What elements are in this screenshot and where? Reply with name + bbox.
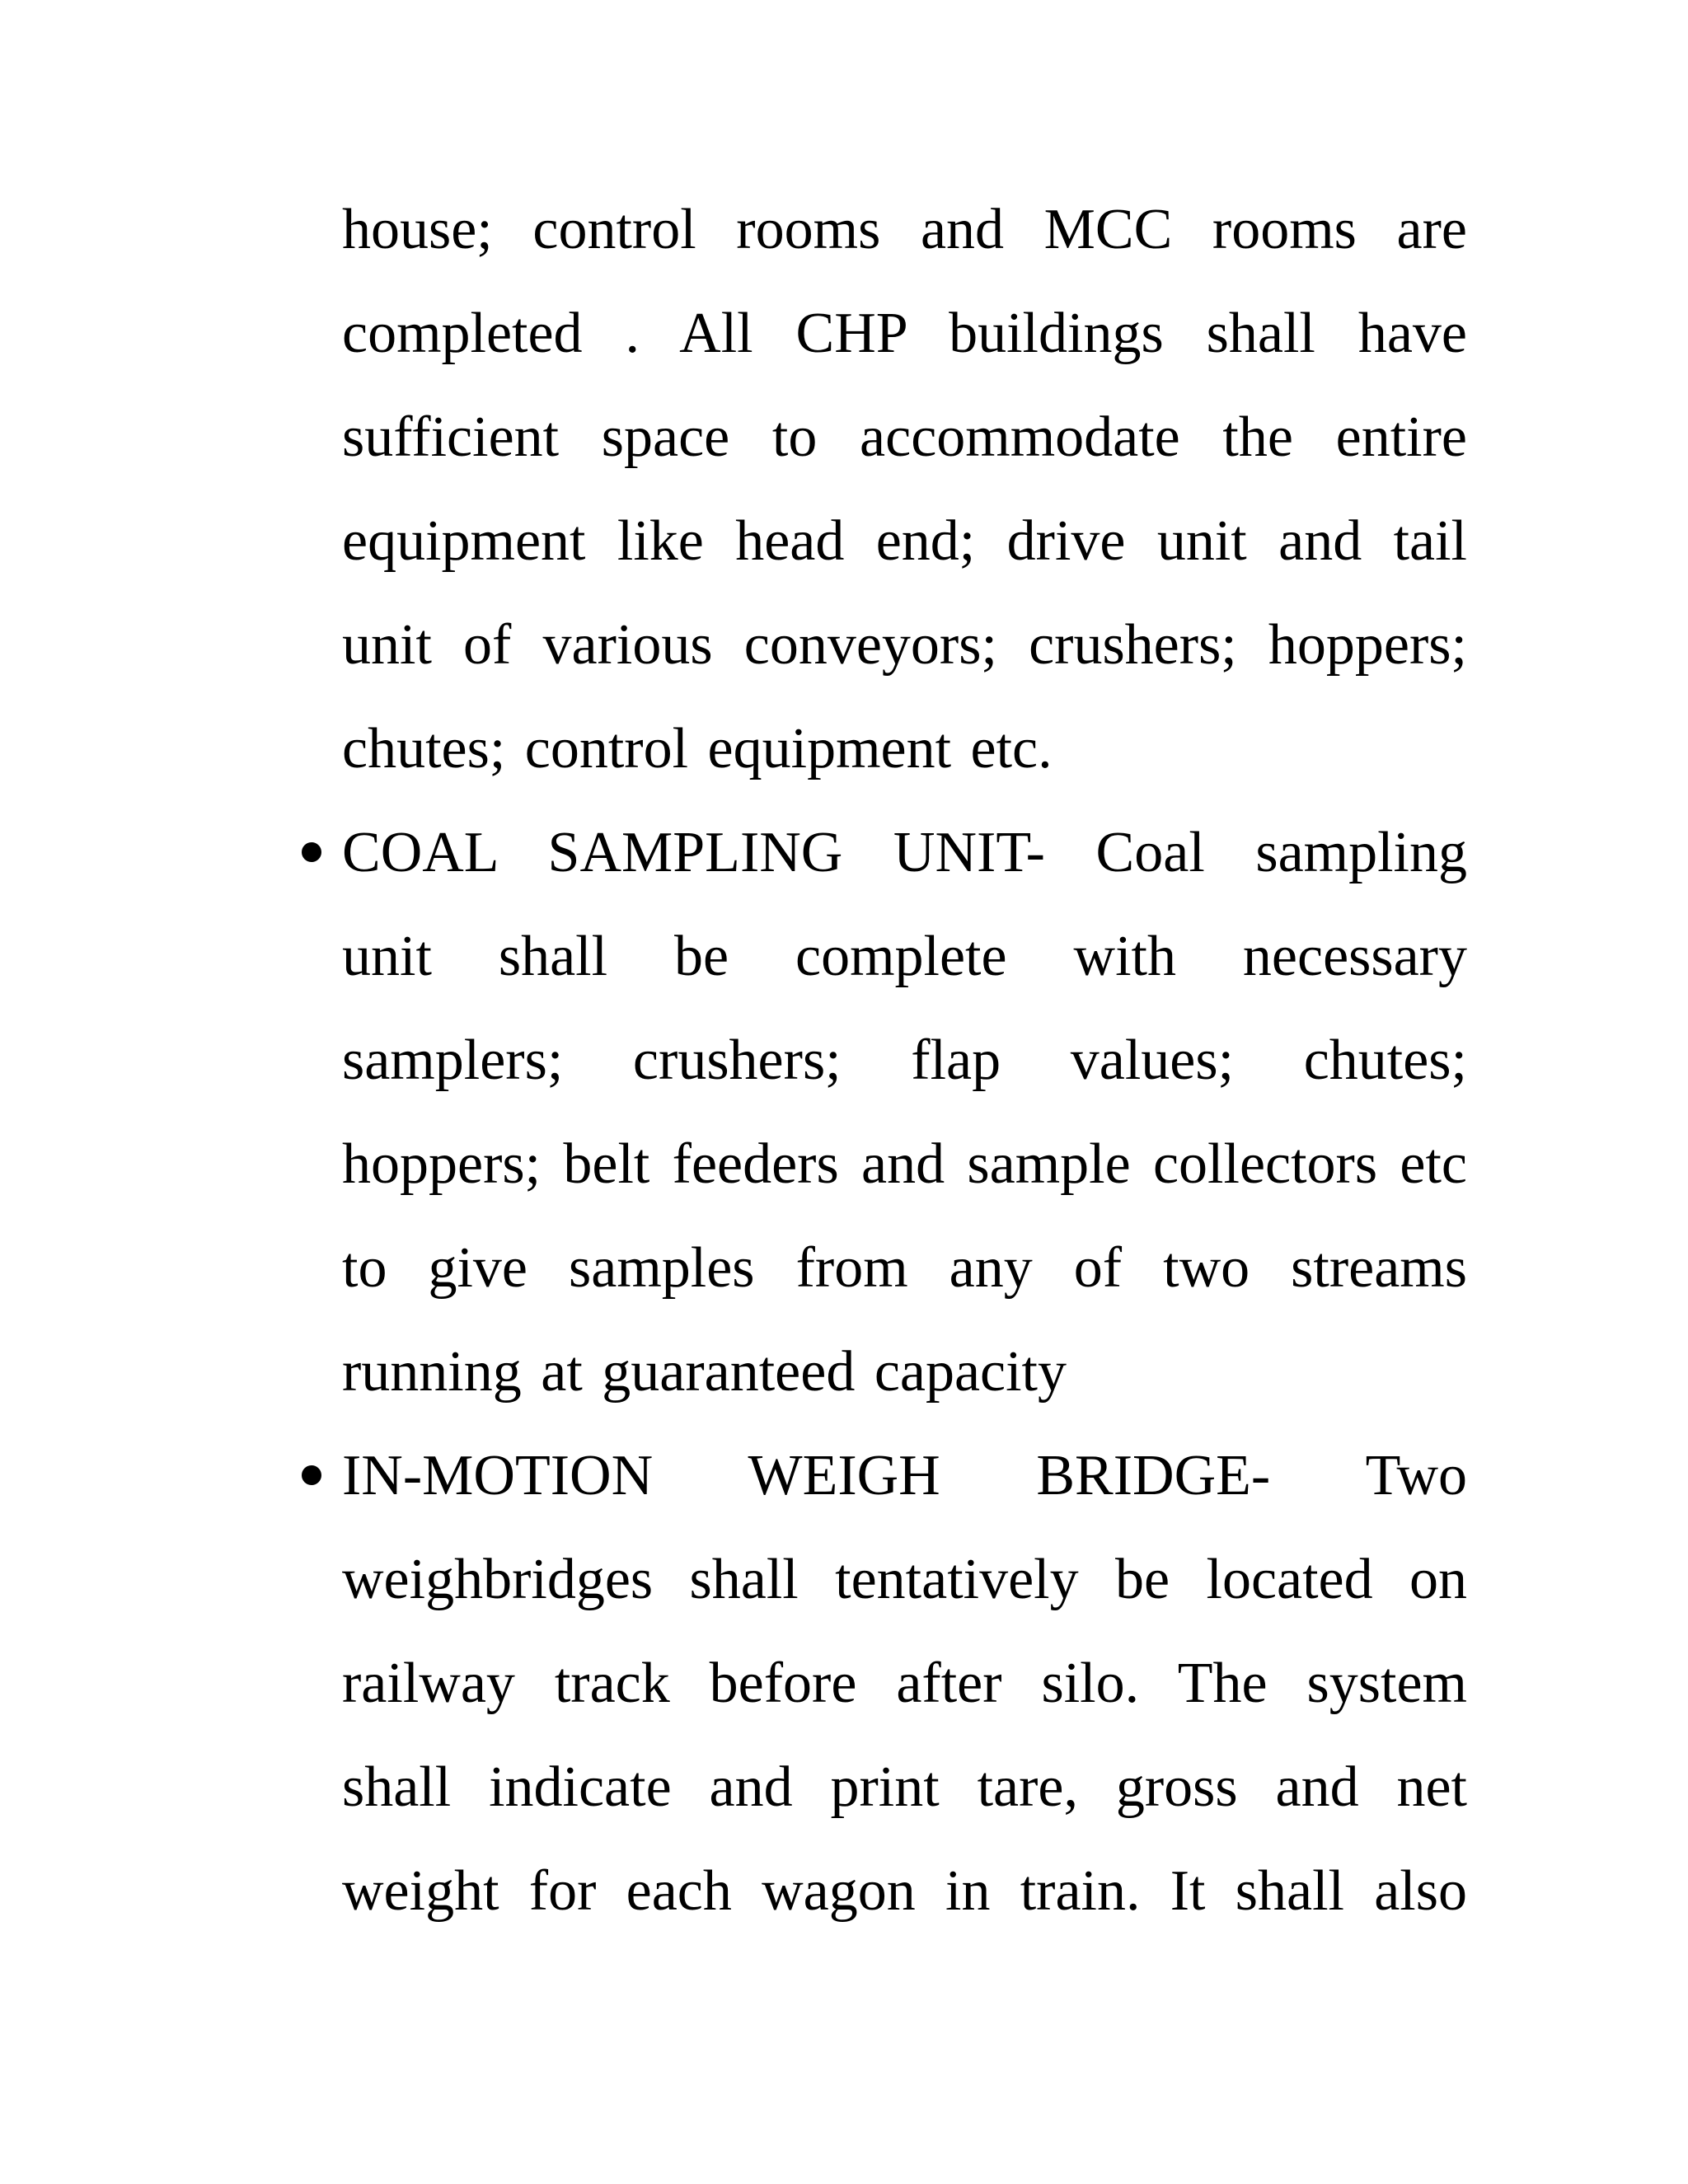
text-line: shall indicate and print tare, gross and net <box>342 1755 1467 1819</box>
text-line: equipment like head end; drive unit and tail <box>342 509 1467 573</box>
text-line: weight for each wagon in train. It shall also <box>342 1859 1467 1923</box>
bullet-icon <box>302 842 321 862</box>
text-line: samplers; crushers; flap values; chutes; <box>342 1029 1467 1092</box>
text-line: unit of various conveyors; crushers; hoppers; <box>342 613 1467 677</box>
text-line: COAL SAMPLING UNIT- Coal sampling <box>342 821 1467 884</box>
text-line: railway track before after silo. The system <box>342 1652 1467 1715</box>
text-line: unit shall be complete with necessary <box>342 925 1467 988</box>
text-line: sufficient space to accommodate the entire <box>342 405 1467 469</box>
bullet-icon <box>302 1465 321 1485</box>
text-line: house; control rooms and MCC rooms are <box>342 198 1467 261</box>
text-line: completed . All CHP buildings shall have <box>342 302 1467 365</box>
text-line: chutes; control equipment etc. <box>342 717 1053 780</box>
text-line: IN-MOTION WEIGH BRIDGE- Two <box>342 1444 1467 1507</box>
text-line: hoppers; belt feeders and sample collectors etc <box>342 1132 1467 1196</box>
text-line: weighbridges shall tentatively be located on <box>342 1548 1467 1611</box>
text-line: running at guaranteed capacity <box>342 1340 1067 1404</box>
text-line: to give samples from any of two streams <box>342 1236 1467 1300</box>
